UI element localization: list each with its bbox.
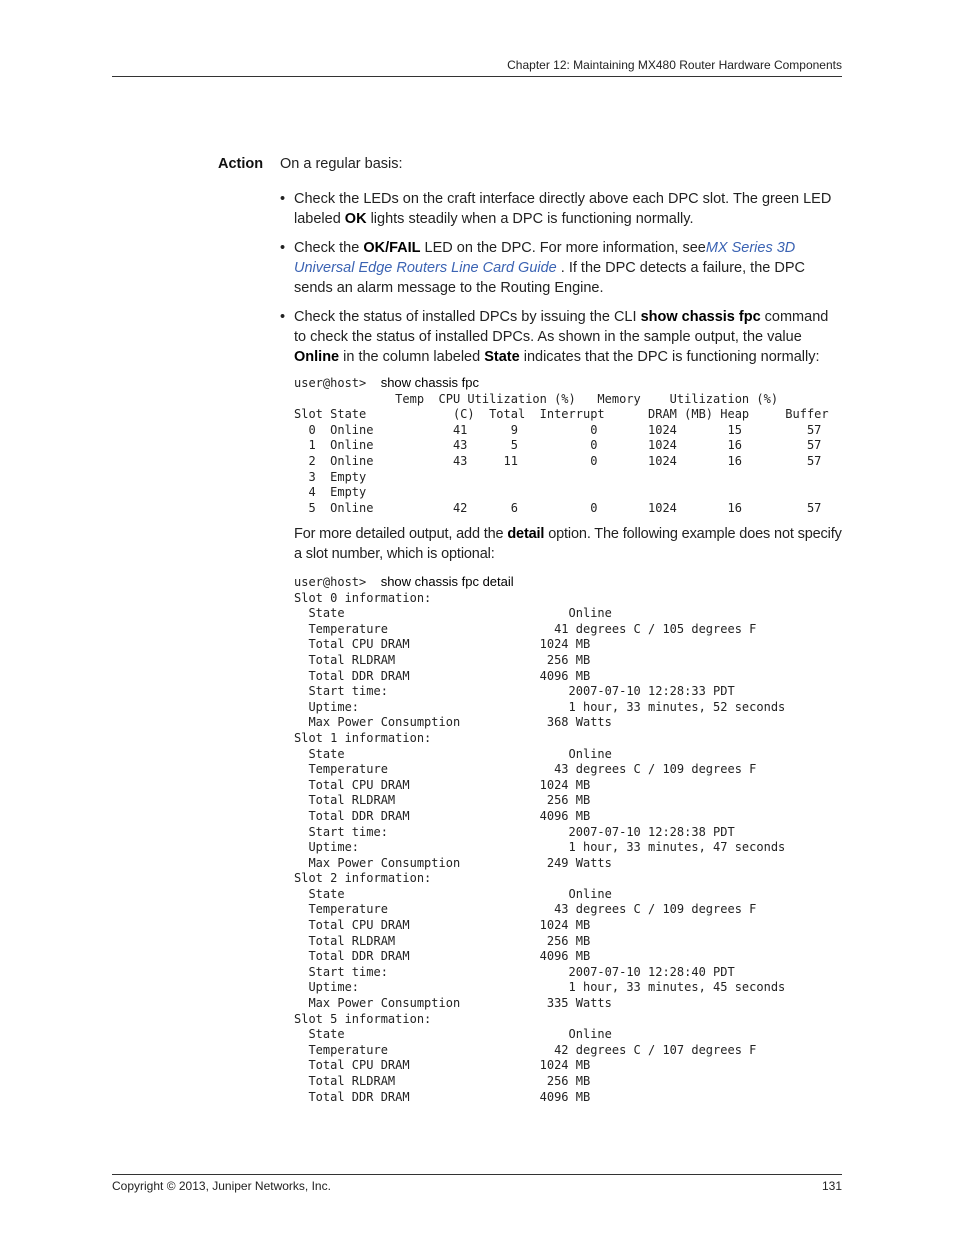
copyright: Copyright © 2013, Juniper Networks, Inc. bbox=[112, 1179, 331, 1193]
bullet-text: LED on the DPC. For more information, see bbox=[420, 240, 706, 256]
para-text: For more detailed output, add the bbox=[294, 526, 508, 542]
bullet-leds bbox=[280, 189, 842, 229]
ok-fail-label: OK/FAIL bbox=[363, 240, 421, 256]
bullet-marker: • bbox=[280, 191, 286, 207]
cli-output: Slot 0 information: State Online Temperature 41 degrees C / 105 degrees F Total CPU DRAM 1024 MB Total RLDRAM 256 MB Total DDR DRAM 4096 MB Start time: 2007-07-10 12:28:33 PDT Uptime: 1 hour, 33 minutes, 52 seconds Max Power Consumption 368 Watts Slot 1 information: State Online Temperature 43 degrees C / 109 degrees F Total CPU DRAM 1024 MB Total RLDRAM 256 MB Total DDR DRAM 4096 MB Start time: 2007-07-10 12:28:38 PDT Uptime: 1 hour, 33 minutes, 47 seconds Max Power Consumption 249 Watts Slot 2 information: State Online Temperature 43 degrees C / 109 degrees F Total CPU DRAM 1024 MB Total RLDRAM 256 MB Total DDR DRAM 4096 MB Start time: 2007-07-10 12:28:40 PDT Uptime: 1 hour, 33 minutes, 45 seconds Max Power Consumption 335 Watts Slot 5 information: State Online Temperature 42 degrees C / 107 degrees F Total CPU DRAM 1024 MB Total RLDRAM 256 MB Total DDR DRAM 4096 MB bbox=[294, 590, 786, 1104]
online-value: Online bbox=[294, 349, 340, 365]
bullet-text: Check the bbox=[294, 240, 364, 256]
cli-prompt: user@host> bbox=[294, 376, 381, 390]
bullet-list bbox=[280, 189, 842, 376]
bullet-cli-check bbox=[280, 307, 842, 367]
show-chassis-fpc-command: show chassis fpc bbox=[640, 309, 761, 325]
bullet-text: lights steadily when a DPC is functioning normally. bbox=[366, 211, 694, 227]
detail-paragraph bbox=[294, 524, 850, 564]
bullet-text: command to check the status of installed DPCs. As shown in the sample output, the value bbox=[294, 309, 829, 345]
state-column: State bbox=[484, 349, 520, 365]
ok-label: OK bbox=[344, 211, 367, 227]
chapter-title: Chapter 12: Maintaining MX480 Router Hardware Components bbox=[507, 58, 842, 72]
code-sample-fpc-detail bbox=[294, 574, 785, 1105]
bullet-marker: • bbox=[280, 309, 286, 325]
bullet-text: . If the DPC detects a failure, the DPC sends an alarm message to the Routing Engine. bbox=[294, 260, 805, 296]
line-card-guide-link[interactable]: MX Series 3D Universal Edge Routers Line Card Guide bbox=[294, 240, 796, 276]
para-text: option. The following example does not specify a slot number, which is optional: bbox=[294, 526, 842, 562]
cli-command: show chassis fpc bbox=[380, 375, 479, 390]
detail-option: detail bbox=[507, 526, 545, 542]
bullet-text: indicates that the DPC is functioning normally: bbox=[519, 349, 820, 365]
bullet-text: Check the LEDs on the craft interface directly above each DPC slot. The green LED labeled bbox=[294, 191, 832, 227]
bullet-marker: • bbox=[280, 240, 286, 256]
page-footer bbox=[112, 1174, 842, 1193]
page-number: 131 bbox=[821, 1179, 842, 1193]
bullet-text: in the column labeled bbox=[339, 349, 485, 365]
action-label: Action bbox=[218, 156, 264, 172]
bullet-ok-fail bbox=[280, 238, 842, 298]
cli-output: Temp CPU Utilization (%) Memory Utilization (%) Slot State (C) Total Interrupt DRAM (MB) Heap Buffer 0 Online 41 9 0 1024 15 57 1 Online 43 5 0 1024 16 57 2 Online 43 11 0 1024 16 57 3 Empty 4 Empty 5 Online 42 6 0 1024 16 57 bbox=[294, 391, 829, 515]
bullet-text: Check the status of installed DPCs by issuing the CLI bbox=[294, 309, 641, 325]
action-intro: On a regular basis: bbox=[280, 156, 403, 172]
cli-prompt: user@host> bbox=[294, 575, 381, 589]
cli-command: show chassis fpc detail bbox=[380, 574, 514, 589]
code-sample-fpc bbox=[294, 375, 829, 516]
page-header bbox=[112, 56, 842, 77]
